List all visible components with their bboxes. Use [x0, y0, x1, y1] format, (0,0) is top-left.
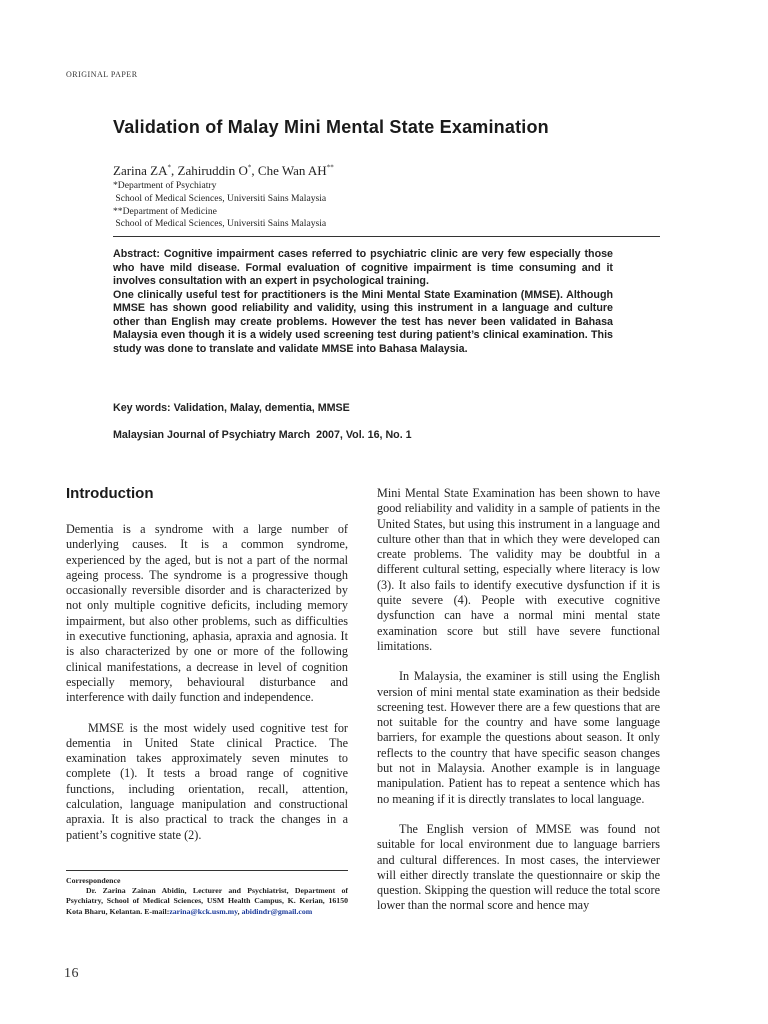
affiliation-line: *Department of Psychiatry [113, 180, 217, 191]
author-3-affiliation-mark: ** [326, 163, 334, 172]
article-type-label: ORIGINAL PAPER [66, 70, 138, 79]
correspondence-heading: Correspondence [66, 876, 121, 885]
body-column-left [66, 522, 348, 843]
author-separator: , [171, 163, 178, 178]
email-link[interactable]: abidindr@gmail.com [241, 906, 313, 916]
body-paragraph: Dementia is a syndrome with a large number of underlying causes. It is a common syndrome, experienced by the aged, but is not a part of the normal ageing process. The syndrome is a progressive though occasionally reversible disorder and is characterized by not only multiple cognitive deficits, including memory impairment, but also other problems, such as difficulties in executive functioning, aphasia, apraxia and agnosia. It is also characterized by one or more of the following clinical manifestations, a decrease in level of cognition especially memory, behavioural disturbance and interference with daily function and independence. [66, 522, 348, 705]
author-2-affiliation-mark: * [247, 163, 252, 172]
author-1-affiliation-mark: * [167, 163, 172, 172]
footnote-divider [66, 870, 348, 871]
email-link[interactable]: zarina@kck.usm.my [169, 906, 238, 916]
affiliation-line: School of Medical Sciences, Universiti Sains Malaysia [113, 218, 327, 230]
body-paragraph: MMSE is the most widely used cognitive test for dementia in United State clinical Practice. The examination takes approximately seven minutes to complete (1). It tests a broad range of cognitive functions, including orientation, recall, attention, calculation, language manipulation and constructional apraxia. It is also practical to track the changes in a patient’s cognitive state (2). [66, 720, 348, 842]
body-paragraph: The English version of MMSE was found not suitable for local environment due to language barriers and cultural differences. In most cases, the interviewer will either directly translate the questionnaire or skip the question. Skipping the question will reduce the total score lower than the normal score and hence may [377, 821, 660, 913]
correspondence-text: Dr. Zarina Zainan Abidin, Lecturer and Psychiatrist, Department of Psychiatry, School of Medical Sciences, USM Health Campus, K. Kerian, 16150 Kota Bharu, Kelantan. E-mail: [66, 886, 348, 916]
header-divider [113, 236, 660, 237]
paper-title: Validation of Malay Mini Mental State Examination [113, 117, 549, 137]
abstract [113, 248, 613, 356]
abstract-paragraph: One clinically useful test for practitioners is the Mini Mental State Examination (MMSE). Although MMSE has shown good reliability and validity, using this instrument in a language and culture other than English may create problems. However the test has never been validated in Bahasa Malaysia even though it is a widely used screening test during patient’s clinical examination. This study was done to translate and validate MMSE into Bahasa Malaysia. [113, 288, 613, 355]
abstract-paragraph: Abstract: Cognitive impairment cases referred to psychiatric clinic are very few especially those who have mild disease. Formal evaluation of cognitive impairment is time consuming and it involves consultation with an expert in psychological training. [113, 248, 613, 287]
author-2: Zahiruddin O [177, 163, 248, 178]
page-number: 16 [64, 966, 79, 981]
section-heading-introduction: Introduction [66, 485, 154, 502]
author-separator: , [251, 163, 258, 178]
affiliation-line: School of Medical Sciences, Universiti Sains Malaysia [113, 192, 327, 204]
email-separator: , [237, 906, 240, 916]
affiliations [113, 180, 326, 231]
keywords: Key words: Validation, Malay, dementia, MMSE [113, 402, 350, 414]
author-list [113, 163, 334, 179]
affiliation-line: **Department of Medicine [113, 205, 217, 217]
body-column-right [377, 486, 660, 914]
correspondence-footnote [66, 876, 348, 917]
body-paragraph: Mini Mental State Examination has been shown to have good reliability and validity in a sample of patients in the United States, but using this instrument in a language and culture other than that in which they were developed can create problems. The validity may be doubtful in a different cultural setting, especially where literacy is low (3). It also fails to identify executive dysfunction if it is quite severe (4). People with executive cognitive dysfunction can have a normal mini mental state examination score but still have severe functional limitations. [377, 486, 660, 653]
author-3: Che Wan AH [257, 163, 327, 178]
correspondence-body [66, 886, 348, 917]
body-paragraph: In Malaysia, the examiner is still using the English version of mini mental state examination as their bedside screening test. However there are a few questions that are not suitable for the country and have some language barriers, for example the questions about season. It only reflects to the country that have specific season changes but not in Malaysia. Another example is in language manipulation. Patient has to repeat a sentence which has no meaning if it is directly translates to local language. [377, 669, 660, 806]
journal-citation: Malaysian Journal of Psychiatry March 2007, Vol. 16, No. 1 [113, 429, 412, 441]
author-1: Zarina ZA [113, 163, 168, 178]
